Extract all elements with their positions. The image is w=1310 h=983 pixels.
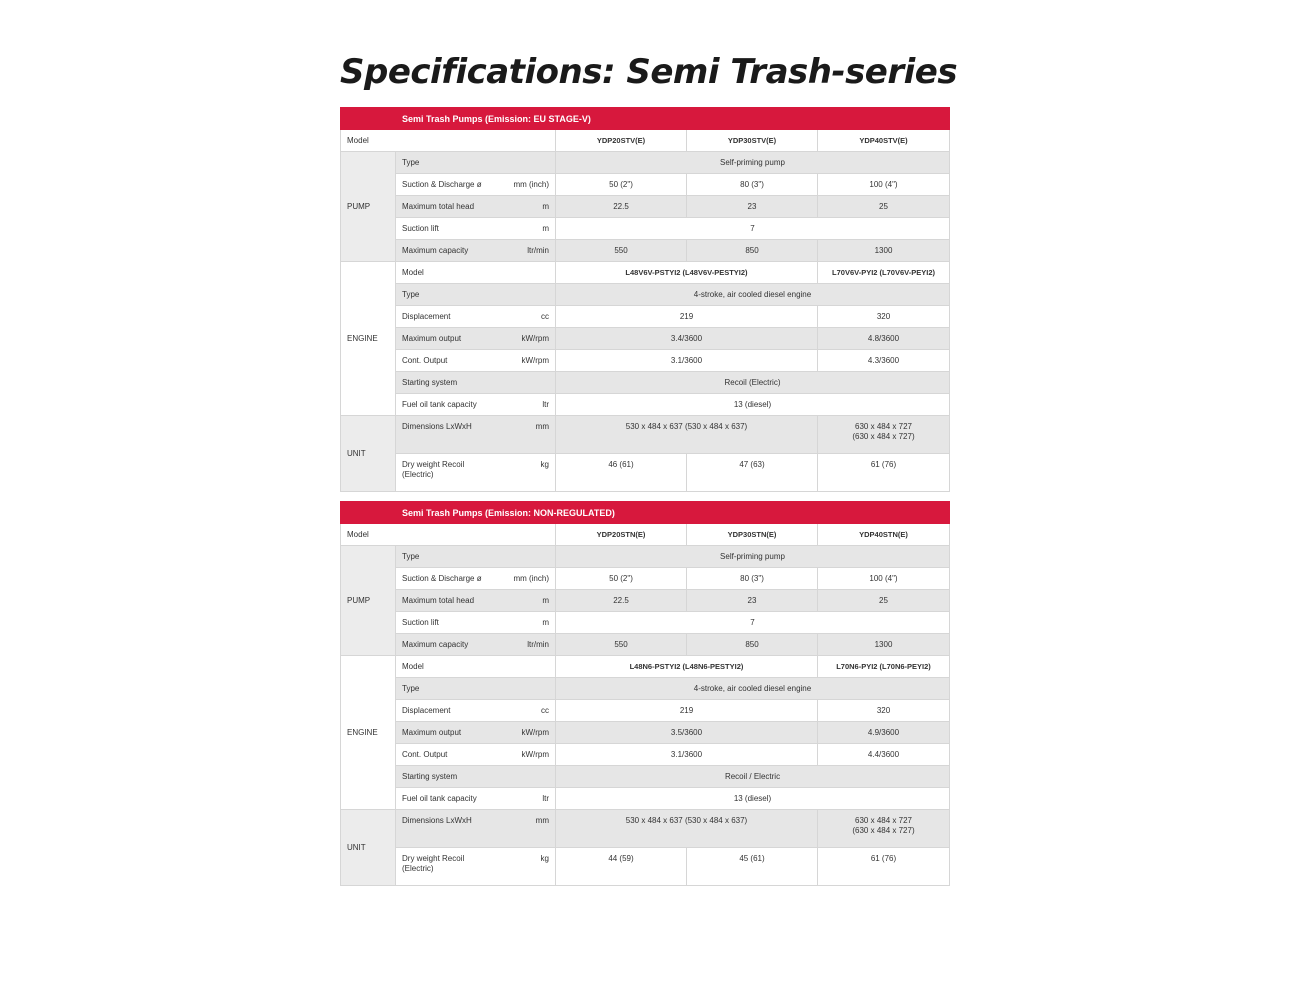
row-label <box>396 590 556 612</box>
row-label <box>396 678 556 700</box>
row-label <box>396 240 556 262</box>
table-row <box>341 678 950 700</box>
row-unit: kg <box>540 460 549 469</box>
cell-value: Self-priming pump <box>556 546 950 568</box>
model-row <box>341 130 950 152</box>
row-label <box>396 372 556 394</box>
header-spacer <box>341 108 396 130</box>
cell-value: L48N6-PSTYI2 (L48N6-PESTYI2) <box>556 656 818 678</box>
row-unit: mm (inch) <box>513 180 549 189</box>
table-row <box>341 656 950 678</box>
cell-value: 80 (3") <box>687 568 818 590</box>
table-row <box>341 568 950 590</box>
row-label <box>396 394 556 416</box>
cell-text: (630 x 484 x 727) <box>852 826 915 835</box>
spec-table-non-regulated <box>340 501 950 886</box>
cell-value: 100 (4") <box>818 174 950 196</box>
row-unit: mm (inch) <box>513 574 549 583</box>
table-row <box>341 634 950 656</box>
row-label <box>396 262 556 284</box>
row-unit: cc <box>541 706 549 715</box>
cell-value: 3.1/3600 <box>556 744 818 766</box>
table-header: Semi Trash Pumps (Emission: EU STAGE-V) <box>396 108 950 130</box>
cell-value: 7 <box>556 612 950 634</box>
cell-text: Maximum total head <box>402 202 475 211</box>
cell-text: Dimensions LxWxH <box>402 816 472 825</box>
row-label <box>396 568 556 590</box>
cell-value: 61 (76) <box>818 848 950 886</box>
cell-value: 4.9/3600 <box>818 722 950 744</box>
section-label-unit: UNIT <box>341 416 396 492</box>
table-row <box>341 218 950 240</box>
cell-text: Maximum output <box>402 728 462 737</box>
table-header: Semi Trash Pumps (Emission: NON-REGULATED) <box>396 502 950 524</box>
row-label <box>396 174 556 196</box>
cell-text: Fuel oil tank capacity <box>402 400 477 409</box>
row-unit: ltr/min <box>527 246 549 255</box>
cell-text: Starting system <box>402 378 458 387</box>
cell-value: 850 <box>687 240 818 262</box>
row-label <box>396 634 556 656</box>
row-label <box>396 766 556 788</box>
model-row <box>341 524 950 546</box>
cell-value: 4.8/3600 <box>818 328 950 350</box>
cell-value: 4.3/3600 <box>818 350 950 372</box>
cell-value: 80 (3") <box>687 174 818 196</box>
cell-value: 550 <box>556 240 687 262</box>
table-row <box>341 766 950 788</box>
cell-value: 3.5/3600 <box>556 722 818 744</box>
row-label <box>396 656 556 678</box>
cell-text: Type <box>402 290 420 299</box>
cell-text: 630 x 484 x 727 <box>855 816 912 825</box>
table-row <box>341 240 950 262</box>
cell-value: 23 <box>687 196 818 218</box>
table-row <box>341 350 950 372</box>
table-row <box>341 394 950 416</box>
cell-value: 1300 <box>818 240 950 262</box>
model-label: Model <box>341 524 556 546</box>
row-label <box>396 196 556 218</box>
cell-text: Model <box>402 662 424 671</box>
cell-value: 46 (61) <box>556 454 687 492</box>
cell-text: Cont. Output <box>402 750 448 759</box>
row-unit: cc <box>541 312 549 321</box>
table-row <box>341 454 950 492</box>
cell-text: Fuel oil tank capacity <box>402 794 477 803</box>
row-label <box>396 284 556 306</box>
cell-value: 23 <box>687 590 818 612</box>
cell-value: 22.5 <box>556 196 687 218</box>
row-label <box>396 152 556 174</box>
section-label-engine: ENGINE <box>341 262 396 416</box>
cell-value: L70N6-PYI2 (L70N6-PEYI2) <box>818 656 950 678</box>
row-label <box>396 810 556 848</box>
table-header-row <box>341 502 950 524</box>
cell-text: (Electric) <box>402 470 434 479</box>
row-unit: m <box>542 224 549 233</box>
cell-value: 3.1/3600 <box>556 350 818 372</box>
row-label <box>396 744 556 766</box>
model-name: YDP30STV(E) <box>687 130 818 152</box>
cell-value: 4.4/3600 <box>818 744 950 766</box>
model-name: YDP20STV(E) <box>556 130 687 152</box>
cell-text: Suction lift <box>402 618 439 627</box>
cell-value: 13 (diesel) <box>556 394 950 416</box>
cell-value: 100 (4") <box>818 568 950 590</box>
cell-value: 61 (76) <box>818 454 950 492</box>
cell-value: 47 (63) <box>687 454 818 492</box>
cell-value: Recoil (Electric) <box>556 372 950 394</box>
row-label <box>396 306 556 328</box>
cell-text: Suction & Discharge ø <box>402 574 482 583</box>
cell-text: Maximum capacity <box>402 246 469 255</box>
cell-value: 550 <box>556 634 687 656</box>
cell-value: Recoil / Electric <box>556 766 950 788</box>
cell-value: 4-stroke, air cooled diesel engine <box>556 678 950 700</box>
cell-value: 13 (diesel) <box>556 788 950 810</box>
row-unit: ltr <box>542 400 549 409</box>
row-unit: mm <box>535 816 549 825</box>
row-unit: mm <box>535 422 549 431</box>
cell-text: Suction lift <box>402 224 439 233</box>
cell-text: Maximum capacity <box>402 640 469 649</box>
cell-value: 7 <box>556 218 950 240</box>
model-name: YDP40STV(E) <box>818 130 950 152</box>
cell-value: 320 <box>818 306 950 328</box>
cell-value: 530 x 484 x 637 (530 x 484 x 637) <box>556 810 818 848</box>
cell-text: Dry weight Recoil <box>402 854 465 863</box>
header-spacer <box>341 502 396 524</box>
section-label-pump: PUMP <box>341 152 396 262</box>
cell-text: (630 x 484 x 727) <box>852 432 915 441</box>
cell-value: 25 <box>818 590 950 612</box>
cell-value: 44 (59) <box>556 848 687 886</box>
cell-value <box>818 810 950 848</box>
table-row <box>341 372 950 394</box>
cell-value: 4-stroke, air cooled diesel engine <box>556 284 950 306</box>
cell-text: Type <box>402 552 420 561</box>
section-label-engine: ENGINE <box>341 656 396 810</box>
table-row <box>341 848 950 886</box>
row-label <box>396 700 556 722</box>
cell-text: Type <box>402 684 420 693</box>
row-unit: kW/rpm <box>521 334 549 343</box>
row-unit: m <box>542 596 549 605</box>
row-unit: m <box>542 618 549 627</box>
row-label <box>396 612 556 634</box>
section-label-pump: PUMP <box>341 546 396 656</box>
row-unit: kW/rpm <box>521 728 549 737</box>
table-row <box>341 262 950 284</box>
row-label <box>396 848 556 886</box>
table-row <box>341 612 950 634</box>
row-unit: kW/rpm <box>521 356 549 365</box>
cell-text: 630 x 484 x 727 <box>855 422 912 431</box>
table-row <box>341 590 950 612</box>
cell-text: Starting system <box>402 772 458 781</box>
cell-text: Dimensions LxWxH <box>402 422 472 431</box>
row-label <box>396 350 556 372</box>
cell-text: Cont. Output <box>402 356 448 365</box>
cell-value: 1300 <box>818 634 950 656</box>
row-unit: kg <box>540 854 549 863</box>
table-row <box>341 788 950 810</box>
cell-text: Displacement <box>402 312 451 321</box>
cell-value: 219 <box>556 306 818 328</box>
table-row <box>341 700 950 722</box>
table-row <box>341 174 950 196</box>
cell-value: L48V6V-PSTYI2 (L48V6V-PESTYI2) <box>556 262 818 284</box>
model-name: YDP30STN(E) <box>687 524 818 546</box>
cell-text: (Electric) <box>402 864 434 873</box>
cell-value: 45 (61) <box>687 848 818 886</box>
cell-text: Dry weight Recoil <box>402 460 465 469</box>
cell-value: 50 (2") <box>556 568 687 590</box>
row-label <box>396 722 556 744</box>
cell-value: 50 (2") <box>556 174 687 196</box>
row-unit: kW/rpm <box>521 750 549 759</box>
table-row <box>341 722 950 744</box>
cell-value: L70V6V-PYI2 (L70V6V-PEYI2) <box>818 262 950 284</box>
cell-value: 219 <box>556 700 818 722</box>
row-unit: ltr <box>542 794 549 803</box>
cell-value: 320 <box>818 700 950 722</box>
spec-table-eu-stage-v <box>340 107 950 492</box>
row-unit: ltr/min <box>527 640 549 649</box>
table-row <box>341 328 950 350</box>
row-label <box>396 546 556 568</box>
cell-value: 530 x 484 x 637 (530 x 484 x 637) <box>556 416 818 454</box>
row-label <box>396 328 556 350</box>
table-row <box>341 284 950 306</box>
table-header-row <box>341 108 950 130</box>
cell-value: 22.5 <box>556 590 687 612</box>
table-row <box>341 546 950 568</box>
row-label <box>396 416 556 454</box>
section-label-unit: UNIT <box>341 810 396 886</box>
table-row <box>341 416 950 454</box>
table-row <box>341 196 950 218</box>
table-row <box>341 152 950 174</box>
page-title: Specifications: Semi Trash-series <box>340 52 958 92</box>
cell-text: Suction & Discharge ø <box>402 180 482 189</box>
cell-text: Maximum output <box>402 334 462 343</box>
cell-value: 850 <box>687 634 818 656</box>
row-label <box>396 454 556 492</box>
table-row <box>341 306 950 328</box>
row-label <box>396 788 556 810</box>
model-name: YDP40STN(E) <box>818 524 950 546</box>
table-row <box>341 744 950 766</box>
row-unit: m <box>542 202 549 211</box>
cell-value: Self-priming pump <box>556 152 950 174</box>
cell-value <box>818 416 950 454</box>
model-name: YDP20STN(E) <box>556 524 687 546</box>
cell-value: 3.4/3600 <box>556 328 818 350</box>
row-label <box>396 218 556 240</box>
cell-text: Model <box>402 268 424 277</box>
cell-text: Type <box>402 158 420 167</box>
cell-value: 25 <box>818 196 950 218</box>
cell-text: Maximum total head <box>402 596 475 605</box>
table-row <box>341 810 950 848</box>
cell-text: Displacement <box>402 706 451 715</box>
model-label: Model <box>341 130 556 152</box>
